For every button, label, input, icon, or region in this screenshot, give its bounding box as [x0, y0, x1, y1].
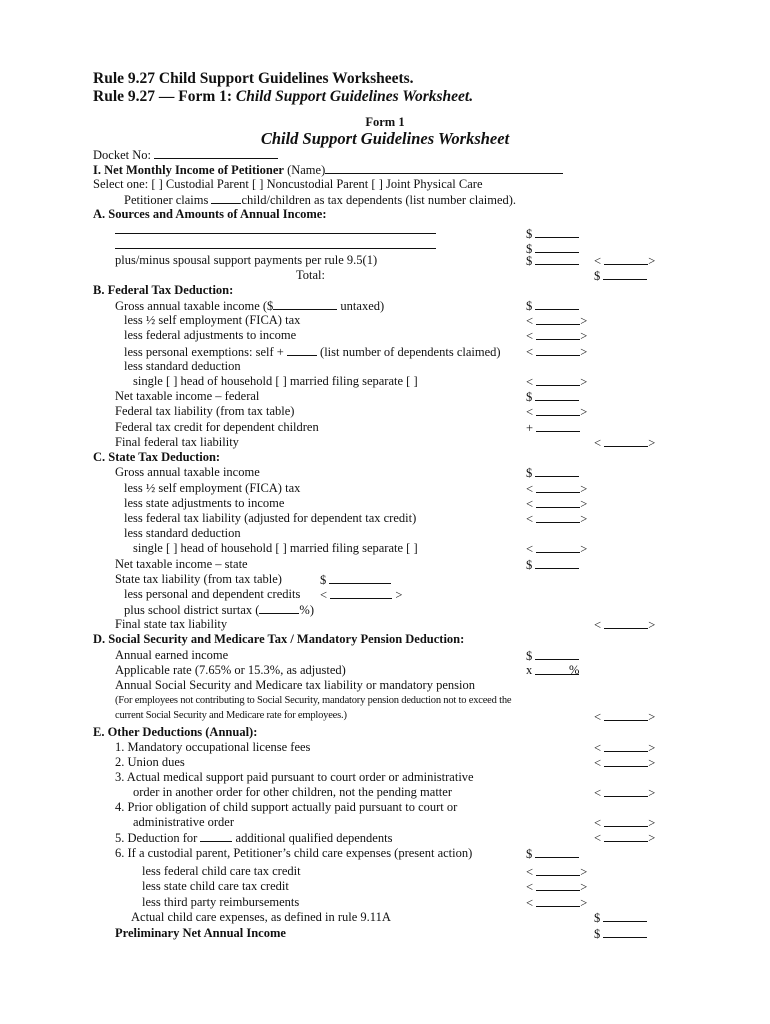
col2-e-medical-field[interactable]: < >	[594, 786, 656, 800]
rule-title: Rule 9.27 Child Support Guidelines Worksheets.	[93, 70, 414, 87]
medical-support-2: order in another order for other children, not the pending matter	[133, 785, 452, 799]
col1-c-gross-field[interactable]: $	[526, 465, 579, 480]
section-C-heading: C. State Tax Deduction:	[93, 450, 221, 464]
col1-b-credit-field[interactable]: +	[526, 420, 580, 435]
state-liability: State tax liability (from tax table)	[115, 572, 282, 586]
col1-b-std-field[interactable]: < >	[526, 375, 588, 389]
col1-d-earned-field[interactable]: $	[526, 648, 579, 663]
prior-obligation-1: 4. Prior obligation of child support actually paid pursuant to court or	[115, 800, 458, 814]
docket-label: Docket No:	[93, 147, 278, 162]
school-surtax: plus school district surtax ( %)	[124, 603, 314, 617]
state-liability-field[interactable]	[329, 572, 391, 584]
fed-standard-deduction: less standard deduction	[124, 359, 241, 373]
state-child-care-credit: less state child care tax credit	[142, 879, 289, 893]
col2-e-prior-field[interactable]: < >	[594, 816, 656, 830]
col1-c-fica-field[interactable]: < >	[526, 482, 588, 496]
col2-e-actual-field[interactable]: $	[594, 910, 647, 925]
col1-c-std-field[interactable]: < >	[526, 542, 588, 556]
form-number: Form 1	[365, 115, 405, 129]
fed-filing-status[interactable]: single [ ] head of household [ ] married filing separate [ ]	[133, 374, 418, 388]
col2-a-total-field[interactable]: $	[594, 268, 647, 283]
state-net-taxable: Net taxable income – state	[115, 557, 248, 571]
col1-c-adj-field[interactable]: < >	[526, 497, 588, 511]
section-B-heading: B. Federal Tax Deduction:	[93, 283, 234, 297]
qualified-dependents: 5. Deduction for additional qualified dependents	[115, 831, 393, 845]
fed-liability: Federal tax liability (from tax table)	[115, 404, 295, 418]
fed-child-care-credit: less federal child care tax credit	[142, 864, 301, 878]
actual-child-care: Actual child care expenses, as defined in rule 9.11A	[131, 910, 391, 924]
col1-a-line-1-field[interactable]: $	[526, 226, 579, 241]
col2-e-license-field[interactable]: < >	[594, 741, 656, 755]
fed-net-taxable: Net taxable income – federal	[115, 389, 260, 403]
dependents-deduction-field[interactable]	[200, 830, 232, 842]
col2-d-pension-field[interactable]: < >	[594, 710, 656, 724]
income-source-line-1[interactable]	[115, 233, 436, 234]
pension-note-2: current Social Security and Medicare rate for employees.)	[115, 710, 347, 721]
col1-b-adj-field[interactable]: < >	[526, 329, 588, 343]
col1-e-fed-field[interactable]: < >	[526, 865, 588, 879]
col2-a-spousal-field[interactable]: < >	[594, 254, 656, 268]
col2-e-union-field[interactable]: < >	[594, 756, 656, 770]
petitioner-name-field[interactable]	[325, 162, 563, 174]
col1-e-state-field[interactable]: < >	[526, 880, 588, 894]
col1-e-childcare-field[interactable]: $	[526, 846, 579, 861]
spousal-support-label: plus/minus spousal support payments per rule 9.5(1)	[115, 253, 378, 267]
col1-a-line-2-field[interactable]: $	[526, 241, 579, 256]
col1-d-rate-field[interactable]: x %	[526, 663, 580, 677]
state-adjustments: less state adjustments to income	[124, 496, 285, 510]
annual-earned-income: Annual earned income	[115, 648, 229, 662]
col2-e-dependents-field[interactable]: < >	[594, 831, 656, 845]
col2-b-final-field[interactable]: < >	[594, 436, 656, 450]
col2-e-preliminary-field[interactable]: $	[594, 926, 647, 941]
exemptions-field[interactable]	[287, 344, 317, 356]
section-A-heading: A. Sources and Amounts of Annual Income:	[93, 207, 327, 221]
fed-fica: less ½ self employment (FICA) tax	[124, 313, 301, 327]
third-party-reimbursements: less third party reimbursements	[142, 895, 300, 909]
income-source-line-2[interactable]	[115, 248, 436, 249]
section-D-heading: D. Social Security and Medicare Tax / Mandatory Pension Deduction:	[93, 632, 465, 646]
fed-final-liability: Final federal tax liability	[115, 435, 239, 449]
col2-c-final-field[interactable]: < >	[594, 618, 656, 632]
prior-obligation-2: administrative order	[133, 815, 235, 829]
col1-c-fed-field[interactable]: < >	[526, 512, 588, 526]
union-dues: 2. Union dues	[115, 755, 185, 769]
col1-b-net-field[interactable]: $	[526, 389, 579, 404]
state-final-liability: Final state tax liability	[115, 617, 228, 631]
custody-select[interactable]: Select one: [ ] Custodial Parent [ ] Noncustodial Parent [ ] Joint Physical Care	[93, 177, 483, 191]
child-care-expenses: 6. If a custodial parent, Petitioner’s child care expenses (present action)	[115, 846, 473, 860]
surtax-field[interactable]	[259, 602, 299, 614]
state-fica: less ½ self employment (FICA) tax	[124, 481, 301, 495]
gross-taxable-federal: Gross annual taxable income ($ untaxed)	[115, 299, 385, 313]
untaxed-field[interactable]	[273, 298, 337, 310]
rule-form-title: Rule 9.27 — Form 1: Child Support Guidelines Worksheet.	[93, 88, 474, 105]
dependents-claimed: Petitioner claims child/children as tax dependents (list number claimed).	[124, 193, 517, 207]
state-fed-liability: less federal tax liability (adjusted for dependent tax credit)	[124, 511, 417, 525]
medical-support-1: 3. Actual medical support paid pursuant to court order or administrative	[115, 770, 474, 784]
col1-b-fica-field[interactable]: < >	[526, 314, 588, 328]
col1-b-exempt-field[interactable]: < >	[526, 345, 588, 359]
col1-e-third-field[interactable]: < >	[526, 896, 588, 910]
fed-child-credit: Federal tax credit for dependent children	[115, 420, 319, 434]
form-name: Child Support Guidelines Worksheet	[260, 129, 510, 148]
state-gross: Gross annual taxable income	[115, 465, 260, 479]
fed-adjustments: less federal adjustments to income	[124, 328, 297, 342]
section-I: I. Net Monthly Income of Petitioner (Name)	[93, 162, 563, 177]
license-fees: 1. Mandatory occupational license fees	[115, 740, 311, 754]
col1-b-liab-field[interactable]: < >	[526, 405, 588, 419]
state-liability-dollar: $	[320, 572, 391, 587]
docket-field[interactable]	[154, 147, 278, 159]
col1-a-spousal-field[interactable]: $	[526, 253, 579, 268]
section-E-heading: E. Other Deductions (Annual):	[93, 725, 258, 739]
state-personal-credits: less personal and dependent credits	[124, 587, 301, 601]
dependents-count-field[interactable]	[211, 192, 241, 204]
col1-c-net-field[interactable]: $	[526, 557, 579, 572]
pension-note-1: (For employees not contributing to Social Security, mandatory pension deduction not to exceed the	[115, 695, 512, 706]
state-standard-deduction: less standard deduction	[124, 526, 241, 540]
state-filing-status[interactable]: single [ ] head of household [ ] married filing separate [ ]	[133, 541, 418, 555]
personal-exemptions: less personal exemptions: self + (list number of dependents claimed)	[124, 345, 501, 359]
ss-medicare-liability: Annual Social Security and Medicare tax liability or mandatory pension	[115, 678, 475, 692]
col1-b-gross-field[interactable]: $	[526, 298, 579, 313]
preliminary-net-income: Preliminary Net Annual Income	[115, 926, 286, 940]
state-personal-credits-field[interactable]: < >	[320, 588, 403, 602]
applicable-rate: Applicable rate (7.65% or 15.3%, as adjusted)	[115, 663, 346, 677]
total-label: Total:	[296, 268, 325, 282]
